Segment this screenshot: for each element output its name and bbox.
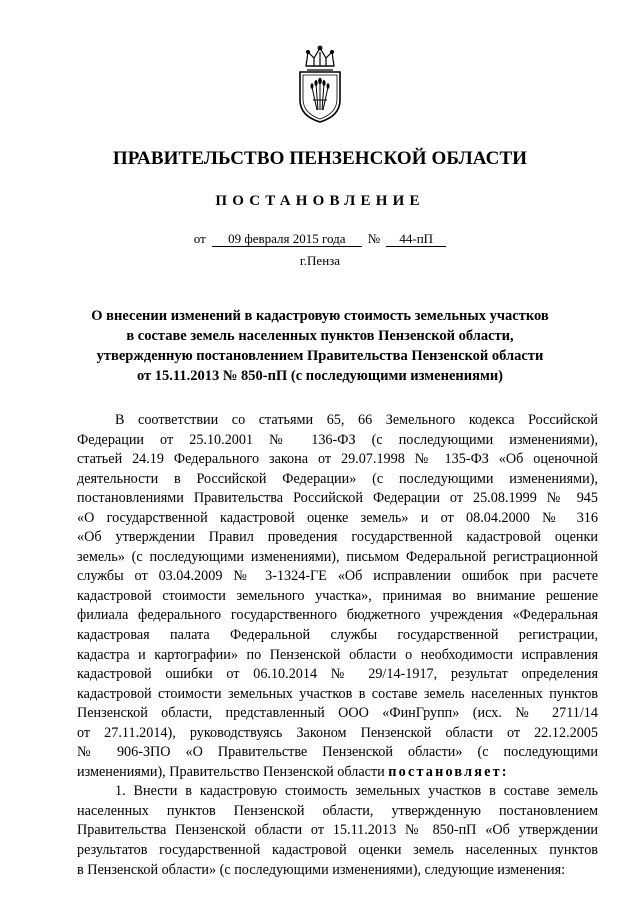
government-title: ПРАВИТЕЛЬСТВО ПЕНЗЕНСКОЙ ОБЛАСТИ — [112, 148, 528, 169]
number-prefix: № — [367, 231, 381, 246]
coat-of-arms-emblem-icon — [292, 44, 348, 124]
body-line: «Об утверждении Правил проведения государственной кадастровой оценки — [77, 529, 598, 546]
body-line-resolution — [77, 763, 598, 783]
body-line: В соответствии со статьями 65, 66 Земельного кодекса Российской — [115, 412, 598, 428]
body-line: кадастровой стоимости земельного участка», принимая во внимание решение — [77, 587, 598, 604]
document-type-heading: ПОСТАНОВЛЕНИЕ — [215, 193, 425, 209]
document-date: 09 февраля 2015 года — [212, 232, 362, 247]
city-line: г.Пенза — [299, 253, 341, 268]
date-number-line — [0, 231, 640, 247]
body-line: деятельности в Российской Федерации» (с последующими изменениями), — [77, 470, 598, 487]
body-line: Федерации от 25.10.2001 № 136-ФЗ (с последующими изменениями), — [77, 431, 598, 448]
body-line: Пензенской области, представленный ООО «ФинГрупп» (исх. № 2711/14 — [77, 705, 598, 722]
subject-line: утвержденную постановлением Правительства Пензенской области — [96, 348, 544, 364]
body-line: статьей 24.19 Федерального закона от 29.07.1998 № 135-ФЗ «Об оценочной — [77, 451, 598, 468]
preamble-last-line: изменениями), Правительство Пензенской области — [77, 763, 385, 780]
body-line: от 27.11.2014), руководствуясь Законом Пензенской области от 22.12.2005 — [77, 724, 598, 741]
document-body — [77, 411, 598, 880]
item-line: населенных пунктов Пензенской области, утвержденную постановлением — [77, 802, 598, 819]
item-line: результатов государственной кадастровой оценки земель населенных пунктов — [77, 842, 598, 859]
resolves-word: постановляет: — [388, 763, 509, 780]
document-subject — [0, 306, 640, 386]
subject-line: О внесении изменений в кадастровую стоимость земельных участков — [91, 308, 549, 324]
body-line: кадастра и картографии» по Пензенской области о необходимости исправления — [77, 646, 598, 663]
body-line: кадастровой ошибки от 06.10.2014 № 29/14-1917, результат определения — [77, 666, 598, 683]
item-line: Правительства Пензенской области от 15.11.2013 № 850-пП «Об утверждении — [77, 822, 598, 839]
document-number: 44-пП — [386, 232, 446, 247]
body-line: службы от 03.04.2009 № 3-1324-ГЕ «Об исправлении ошибок при расчете — [77, 568, 598, 585]
body-line: кадастровая палата Федеральной службы государственной регистрации, — [77, 627, 598, 644]
item-line: 1. Внести в кадастровую стоимость земельных участков в составе земель — [115, 783, 598, 800]
body-line: «О государственной кадастровой оценке земель» и от 08.04.2000 № 316 — [77, 509, 598, 526]
body-line: филиала федерального государственного бюджетного учреждения «Федеральная — [77, 607, 598, 624]
subject-line: в составе земель населенных пунктов Пензенской области, — [126, 328, 514, 344]
date-prefix: от — [193, 231, 206, 246]
subject-line: от 15.11.2013 № 850-пП (с последующими изменениями) — [136, 368, 504, 384]
body-line: земель» (с последующими изменениями), письмом Федеральной регистрационной — [77, 548, 598, 565]
body-line: постановлениями Правительства Российской Федерации от 25.08.1999 № 945 — [77, 490, 598, 507]
body-line: кадастровой стоимости земельных участков в составе земель населенных пунктов — [77, 685, 598, 702]
item-line: в Пензенской области» (с последующими изменениями), следующие изменения: — [77, 861, 566, 878]
body-line: № 906-ЗПО «О Правительстве Пензенской области» (с последующими — [77, 744, 598, 761]
